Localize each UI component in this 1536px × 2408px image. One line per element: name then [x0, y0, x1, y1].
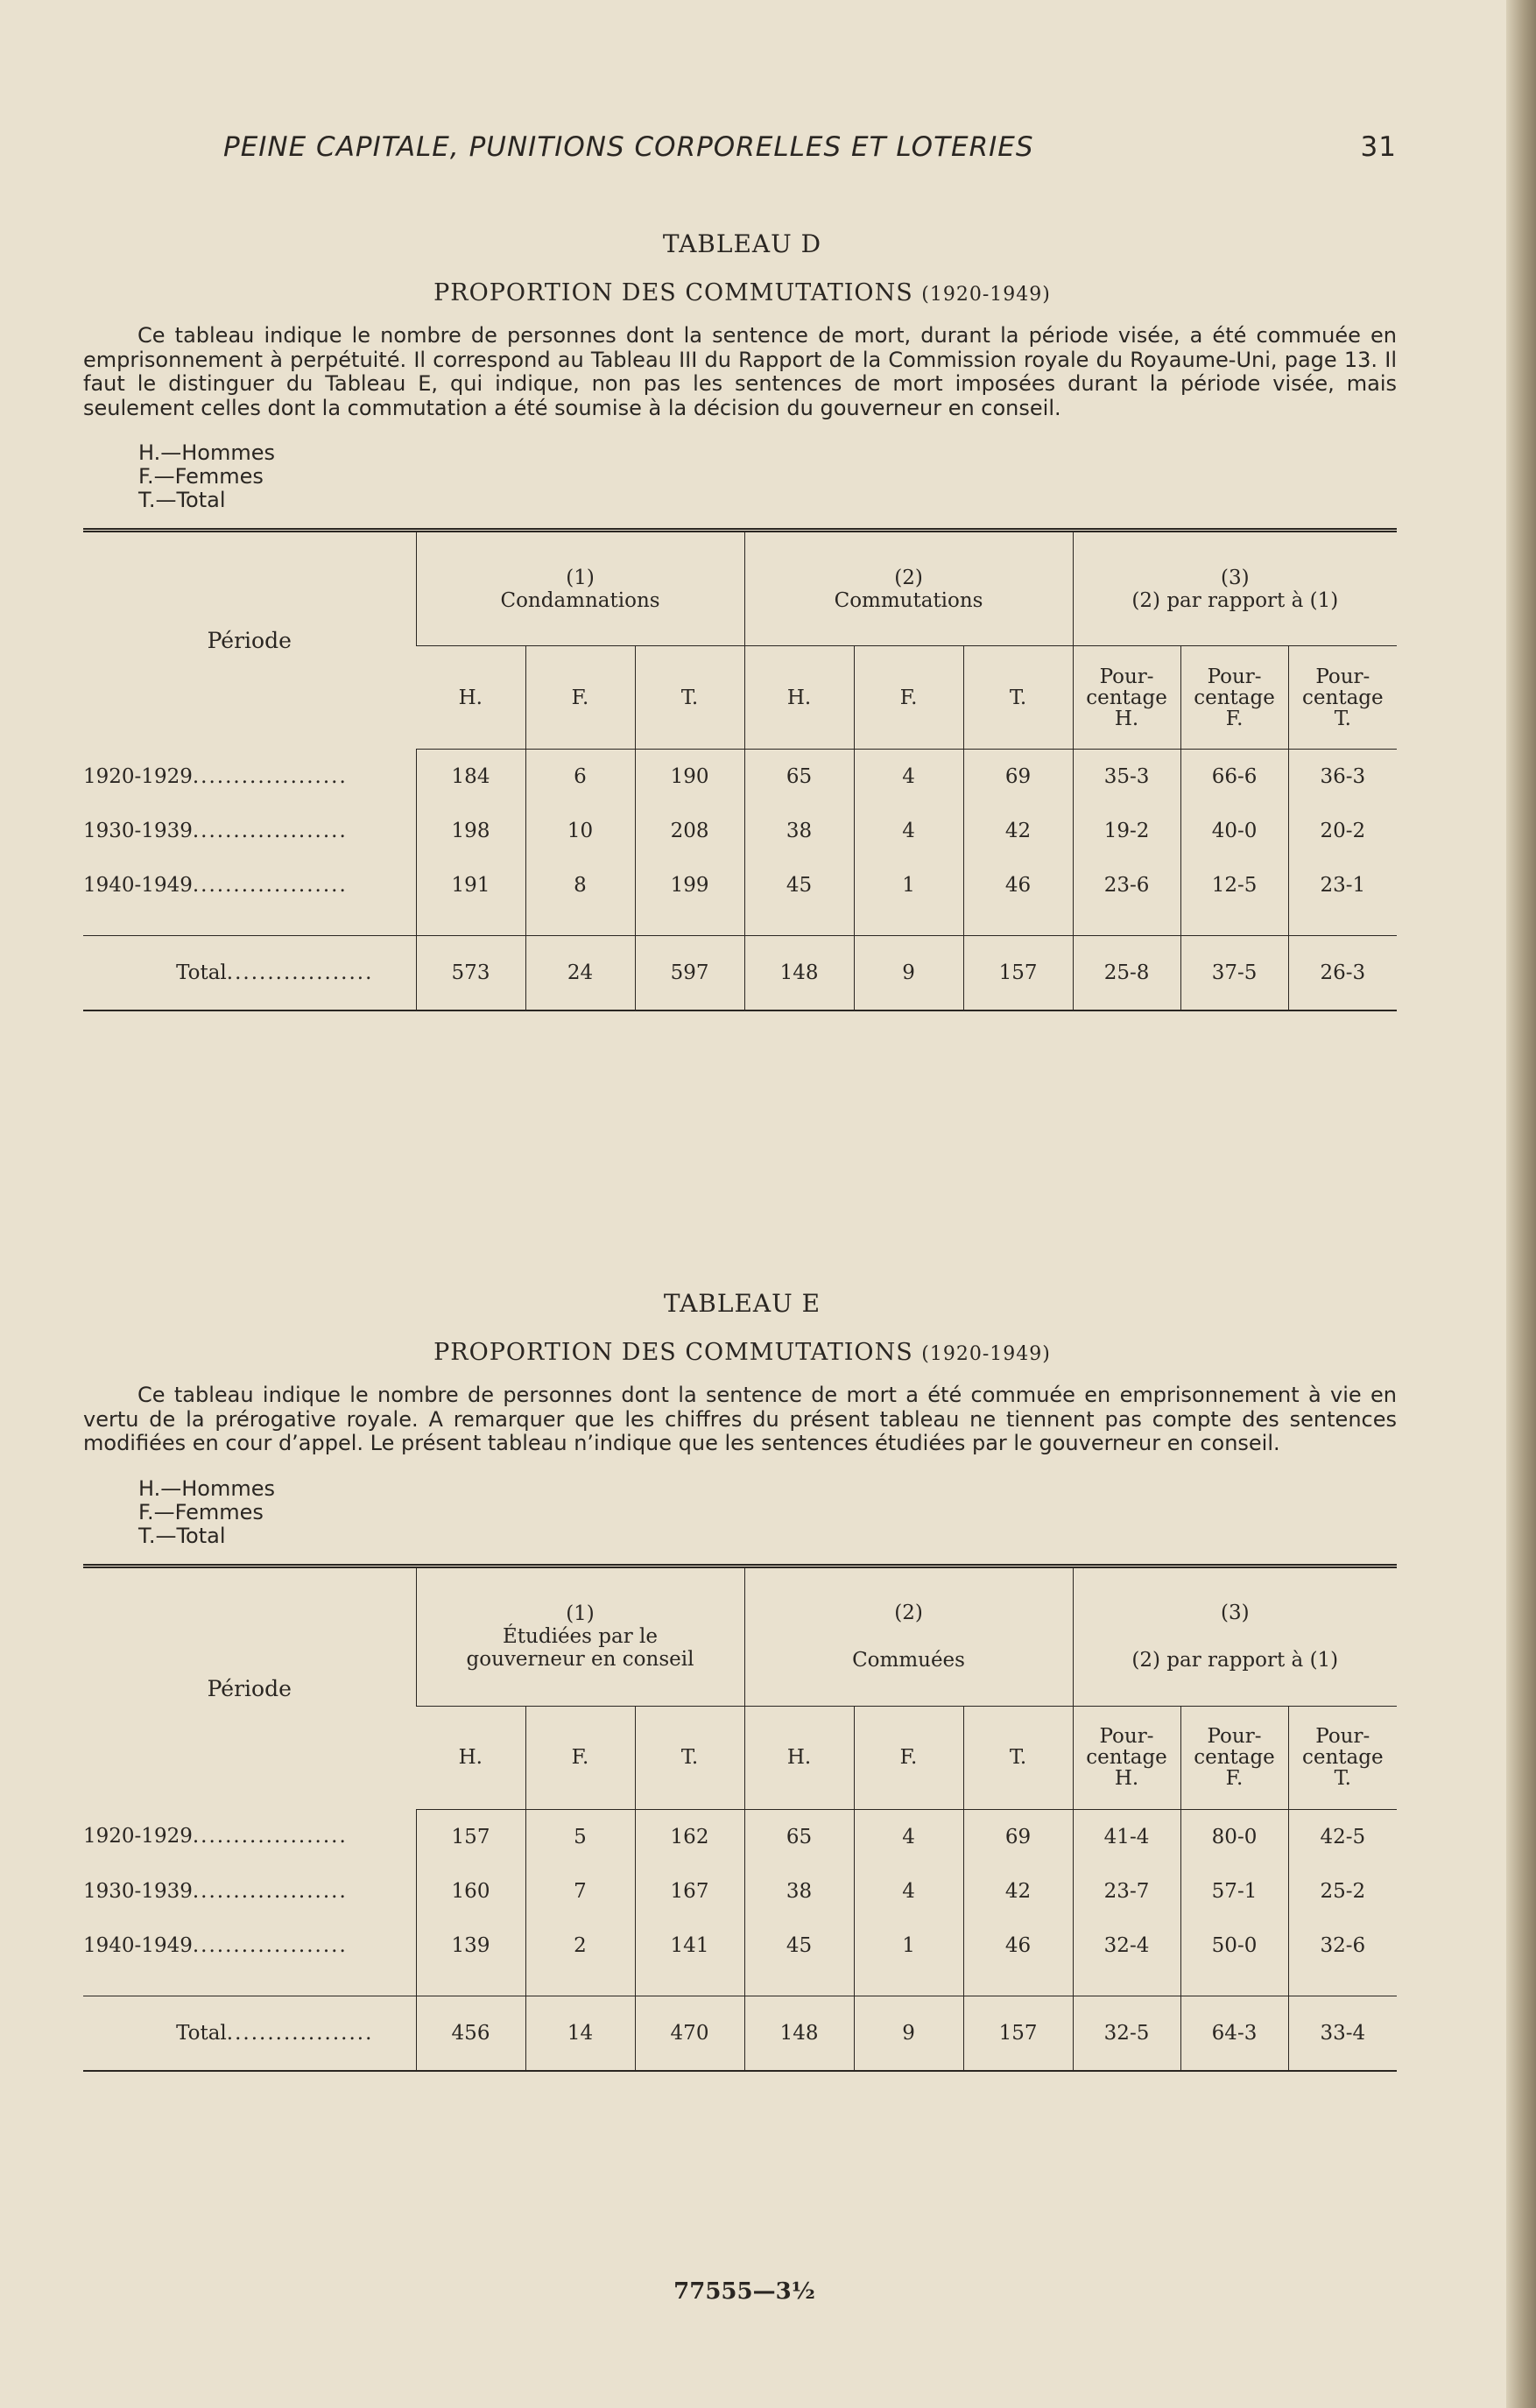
table-d-label: TABLEAU D: [662, 229, 822, 258]
group-num: (3): [1220, 1602, 1250, 1624]
table-cell: 5: [525, 1809, 635, 1864]
table-cell: 23-1: [1288, 858, 1397, 912]
table-cell: 190: [635, 750, 744, 805]
leader-dots: ..................: [226, 961, 374, 984]
spacer-cell: [635, 912, 744, 936]
table-e-label: TABLEAU E: [663, 1289, 821, 1318]
group-gap: [1077, 1624, 1394, 1649]
table-row: [83, 1864, 1397, 1919]
row-period: [83, 804, 416, 858]
table-cell: 198: [416, 804, 525, 858]
group-num: (1): [566, 1602, 595, 1625]
table-cell: 4: [854, 1809, 963, 1864]
spacer-cell: [1180, 1973, 1288, 1996]
pct-line1: Pour-: [1099, 665, 1154, 688]
table-cell: 66-6: [1180, 750, 1288, 805]
spacer-cell: [416, 1973, 525, 1996]
table-cell: 4: [854, 804, 963, 858]
spacer-cell: [963, 912, 1073, 936]
table-cell: 42: [963, 1864, 1073, 1919]
row-period-text: Total: [176, 961, 227, 984]
spacer-cell: [1180, 912, 1288, 936]
table-row: [83, 1809, 1397, 1864]
table-cell: 191: [416, 858, 525, 912]
group-header-commutations: [744, 531, 1073, 646]
spacer-cell: [854, 912, 963, 936]
table-cell: 26-3: [1288, 936, 1397, 1011]
table-e-section: [83, 1289, 1401, 2072]
table-cell: 148: [744, 936, 854, 1011]
table-cell: 45: [744, 1919, 854, 1973]
group-header-ratio: [1073, 531, 1397, 646]
table-cell: 157: [963, 1996, 1073, 2071]
spacer-cell: [525, 912, 635, 936]
spacer-cell: [83, 912, 416, 936]
spacer-cell: [854, 1973, 963, 1996]
spacer-cell: [1288, 912, 1397, 936]
col-f: F.: [525, 1706, 635, 1809]
group-header-condamnations: [416, 531, 744, 646]
table-cell: 45: [744, 858, 854, 912]
table-row: [83, 1919, 1397, 1973]
print-code: 77555—3½: [673, 2278, 815, 2305]
table-cell: 46: [963, 1919, 1073, 1973]
table-cell: 42-5: [1288, 1809, 1397, 1864]
table-cell: 184: [416, 750, 525, 805]
table-cell: 199: [635, 858, 744, 912]
table-cell: 23-7: [1073, 1864, 1180, 1919]
table-cell: 573: [416, 936, 525, 1011]
col-t: T.: [963, 1706, 1073, 1809]
table-cell: 80-0: [1180, 1809, 1288, 1864]
pct-line1: Pour-: [1099, 1725, 1154, 1748]
table-cell: 208: [635, 804, 744, 858]
spacer-cell: [1288, 1973, 1397, 1996]
pct-line2: centage: [1301, 1746, 1384, 1769]
table-cell: 65: [744, 750, 854, 805]
legend-hommes: H.—Hommes: [138, 1475, 276, 1501]
pct-line1: Pour-: [1315, 665, 1370, 688]
group-header-commuees: [744, 1566, 1073, 1706]
table-e-title: [83, 1339, 1401, 1366]
col-pct-f: [1180, 646, 1288, 750]
page-number: 31: [1360, 131, 1397, 163]
table-cell: 141: [635, 1919, 744, 1973]
table-cell: 40-0: [1180, 804, 1288, 858]
table-cell: 38: [744, 1864, 854, 1919]
table-cell: 14: [525, 1996, 635, 2071]
table-d-section: [83, 229, 1401, 1011]
pct-line3: H.: [1114, 707, 1139, 730]
table-cell: 46: [963, 858, 1073, 912]
table-e-description: [83, 1384, 1397, 1456]
table-cell: 6: [525, 750, 635, 805]
spacer-cell: [1073, 912, 1180, 936]
group-label-line2: gouverneur en conseil: [466, 1648, 694, 1671]
table-cell: 36-3: [1288, 750, 1397, 805]
table-e-legend: [138, 1477, 1401, 1548]
table-cell: 33-4: [1288, 1996, 1397, 2071]
table-cell: 139: [416, 1919, 525, 1973]
table-cell: 25-2: [1288, 1864, 1397, 1919]
spacer-cell: [744, 912, 854, 936]
running-title: PEINE CAPITALE, PUNITIONS CORPORELLES ET LOTERIES: [223, 131, 1034, 163]
row-period: [83, 1809, 416, 1864]
table-cell: 37-5: [1180, 936, 1288, 1011]
group-num: (2): [894, 566, 923, 589]
table-e-years: (1920-1949): [921, 1343, 1051, 1365]
table-cell: 64-3: [1180, 1996, 1288, 2071]
table-d-legend: [138, 441, 1401, 512]
table-e-description-text: Ce tableau indique le nombre de personnes dont la sentence de mort a été commuée en emprisonnement à vie en vertu de la prérogative royale. A remarquer que les chiffres du présent tableau ne tiennent pas compte des sentences modifiées en cour d’appel. Le présent tableau n’indique que les sentences étudiées par le gouverneur en conseil.: [83, 1383, 1397, 1455]
col-h: H.: [744, 646, 854, 750]
col-period: Période: [207, 1675, 292, 1701]
col-pct-h: [1073, 646, 1180, 750]
col-f: F.: [854, 646, 963, 750]
group-label: (2) par rapport à (1): [1131, 1649, 1339, 1672]
legend-total: T.—Total: [138, 488, 226, 512]
table-e: [83, 1564, 1397, 2072]
table-cell: 8: [525, 858, 635, 912]
table-cell: 4: [854, 1864, 963, 1919]
group-num: (2): [894, 1602, 923, 1624]
group-gap: [749, 1624, 1069, 1649]
legend-hommes: H.—Hommes: [138, 440, 276, 465]
spacer-cell: [635, 1973, 744, 1996]
spacer-cell: [83, 1973, 416, 1996]
table-cell: 470: [635, 1996, 744, 2071]
legend-femmes: F.—Femmes: [138, 1499, 264, 1524]
table-cell: 35-3: [1073, 750, 1180, 805]
group-label: Commutations: [834, 588, 983, 612]
col-h: H.: [416, 646, 525, 750]
table-cell: 57-1: [1180, 1864, 1288, 1919]
table-cell: 162: [635, 1809, 744, 1864]
row-period: [83, 936, 416, 1011]
table-cell: 9: [854, 936, 963, 1011]
col-h: H.: [744, 1706, 854, 1809]
col-f: F.: [854, 1706, 963, 1809]
table-cell: 167: [635, 1864, 744, 1919]
col-f: F.: [525, 646, 635, 750]
total-row: [83, 936, 1397, 1011]
row-period: [83, 1919, 416, 1973]
leader-dots: ...................: [192, 820, 348, 842]
table-cell: 38: [744, 804, 854, 858]
table-cell: 597: [635, 936, 744, 1011]
table-cell: 157: [963, 936, 1073, 1011]
row-period-text: 1920-1929: [83, 764, 193, 788]
group-label: Condamnations: [500, 588, 660, 612]
table-cell: 1: [854, 858, 963, 912]
legend-total: T.—Total: [138, 1523, 226, 1548]
total-row: [83, 1996, 1397, 2071]
spacer-cell: [963, 1973, 1073, 1996]
table-cell: 25-8: [1073, 936, 1180, 1011]
table-cell: 456: [416, 1996, 525, 2071]
group-label: Commuées: [852, 1649, 965, 1672]
pct-line2: centage: [1302, 686, 1384, 709]
table-cell: 23-6: [1073, 858, 1180, 912]
table-cell: 20-2: [1288, 804, 1397, 858]
table-cell: 9: [854, 1996, 963, 2071]
leader-dots: ...................: [192, 1933, 348, 1957]
col-pct-t: [1288, 646, 1397, 750]
pct-line1: Pour-: [1207, 665, 1262, 688]
leader-dots: ...................: [192, 1879, 348, 1903]
table-cell: 1: [854, 1919, 963, 1973]
table-d-title: [83, 279, 1401, 306]
pct-line1: Pour-: [1207, 1725, 1262, 1748]
pct-line1: Pour-: [1315, 1725, 1370, 1748]
row-period: [83, 1864, 416, 1919]
table-d-description: [83, 324, 1397, 420]
table-cell: 157: [416, 1809, 525, 1864]
table-cell: 148: [744, 1996, 854, 2071]
col-t: T.: [635, 646, 744, 750]
col-h: H.: [416, 1706, 525, 1809]
table-cell: 41-4: [1073, 1809, 1180, 1864]
legend-femmes: F.—Femmes: [138, 464, 264, 489]
table-cell: 32-5: [1073, 1996, 1180, 2071]
table-cell: 69: [963, 750, 1073, 805]
col-period: Période: [207, 628, 292, 654]
table-row: [83, 750, 1397, 805]
table-cell: 65: [744, 1809, 854, 1864]
row-period: [83, 1996, 416, 2071]
row-period-text: 1940-1949: [83, 874, 193, 897]
table-cell: 24: [525, 936, 635, 1011]
row-period-text: 1920-1929: [83, 1825, 193, 1848]
col-pct-h: [1073, 1706, 1180, 1809]
row-period-text: 1930-1939: [83, 1879, 193, 1903]
col-t: T.: [635, 1706, 744, 1809]
table-cell: 69: [963, 1809, 1073, 1864]
page-edge: [1506, 0, 1536, 2408]
table-cell: 50-0: [1180, 1919, 1288, 1973]
table-d: [83, 528, 1397, 1011]
table-e-title-text: PROPORTION DES COMMUTATIONS: [433, 1339, 913, 1366]
pct-line2: centage: [1194, 686, 1275, 709]
table-cell: 10: [525, 804, 635, 858]
table-row: [83, 804, 1397, 858]
group-num: (1): [566, 566, 595, 589]
spacer-cell: [416, 912, 525, 936]
group-num: (3): [1221, 566, 1250, 589]
table-d-description-text: Ce tableau indique le nombre de personnes dont la sentence de mort, durant la période visée, a été commuée en emprisonnement à perpétuité. Il correspond au Tableau III du Rapport de la Commission royale du Royaume-Uni, page 13. Il faut le distinguer du Tableau E, qui indique, non pas les sentences de mort imposées durant la période visée, mais seulement celles dont la commutation a été soumise à la décision du gouverneur en conseil.: [83, 323, 1397, 420]
spacer-row: [83, 1973, 1397, 1996]
table-cell: 12-5: [1180, 858, 1288, 912]
table-d-title-text: PROPORTION DES COMMUTATIONS: [433, 279, 913, 306]
pct-line3: T.: [1334, 707, 1351, 730]
leader-dots: ...................: [192, 1825, 348, 1848]
group-header-etudiees: [416, 1566, 744, 1706]
row-period-text: Total: [176, 2021, 227, 2045]
spacer-cell: [1073, 1973, 1180, 1996]
table-cell: 160: [416, 1864, 525, 1919]
table-cell: 32-4: [1073, 1919, 1180, 1973]
table-cell: 7: [525, 1864, 635, 1919]
table-cell: 4: [854, 750, 963, 805]
row-period: [83, 858, 416, 912]
pct-line2: centage: [1086, 1746, 1167, 1769]
col-t: T.: [963, 646, 1073, 750]
group-label: (2) par rapport à (1): [1131, 588, 1339, 612]
row-period-text: 1940-1949: [83, 1933, 193, 1957]
running-header: [223, 131, 1397, 172]
table-cell: 2: [525, 1919, 635, 1973]
table-row: [83, 858, 1397, 912]
leader-dots: ...................: [192, 764, 348, 788]
leader-dots: ..................: [226, 2021, 374, 2045]
pct-line3: T.: [1334, 1767, 1351, 1790]
group-header-ratio: [1073, 1566, 1397, 1706]
pct-line3: F.: [1225, 707, 1244, 730]
group-label-line1: Étudiées par le: [503, 1625, 658, 1648]
pct-line2: centage: [1194, 1746, 1275, 1769]
pct-line2: centage: [1086, 686, 1167, 709]
table-cell: 42: [963, 804, 1073, 858]
table-cell: 19-2: [1073, 804, 1180, 858]
table-cell: 32-6: [1288, 1919, 1397, 1973]
table-d-years: (1920-1949): [921, 284, 1051, 306]
row-period: [83, 750, 416, 805]
pct-line3: F.: [1225, 1767, 1244, 1790]
row-period-text: 1930-1939: [83, 820, 193, 842]
pct-line3: H.: [1114, 1767, 1139, 1790]
leader-dots: ...................: [192, 874, 348, 897]
col-pct-t: [1288, 1706, 1397, 1809]
spacer-row: [83, 912, 1397, 936]
spacer-cell: [525, 1973, 635, 1996]
spacer-cell: [744, 1973, 854, 1996]
col-pct-f: [1180, 1706, 1288, 1809]
